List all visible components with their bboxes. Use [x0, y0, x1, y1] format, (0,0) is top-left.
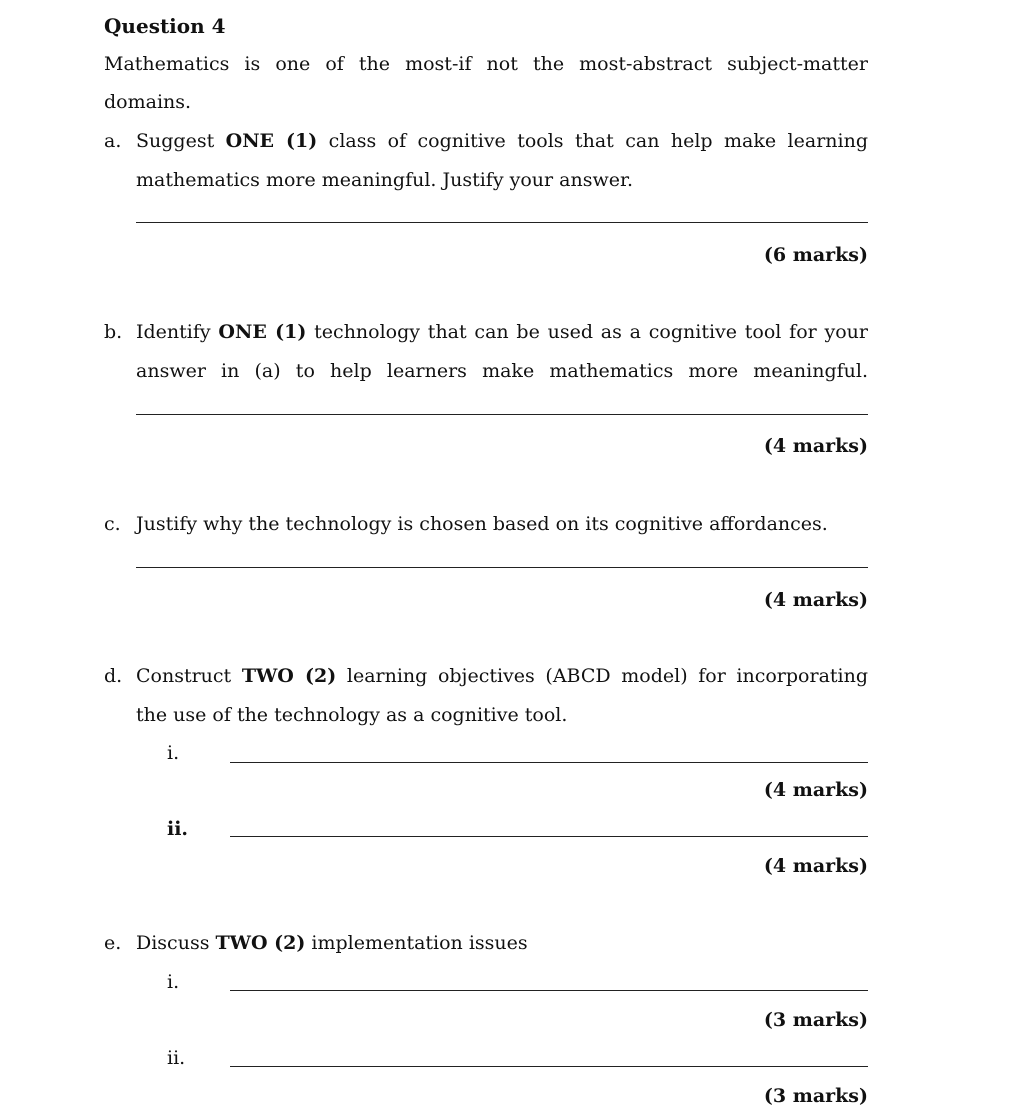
part-c-line-1: Justify why the technology is chosen based on its cognitive affordances. — [136, 513, 828, 535]
part-a-marks: (6 marks) — [763, 244, 868, 266]
part-d-item-i-marks: (4 marks) — [763, 779, 868, 801]
part-d-item-ii-marks: (4 marks) — [763, 855, 868, 877]
intro-line-1: Mathematics is one of the most-if not the most-abstract subject-matter — [104, 53, 868, 75]
part-e-item-i-label: i. — [167, 971, 180, 993]
part-b-line-2: answer in (a) to help learners make mathematics more meaningful. — [136, 360, 868, 382]
part-e-item-i-answer-line[interactable] — [230, 990, 868, 991]
part-a-line-2: mathematics more meaningful. Justify your answer. — [136, 169, 634, 191]
part-e-item-ii-answer-line[interactable] — [230, 1066, 868, 1067]
question-title: Question 4 — [104, 14, 226, 38]
part-e-item-i-marks: (3 marks) — [763, 1009, 868, 1031]
part-d-item-i-label: i. — [167, 742, 180, 764]
part-d-item-i-answer-line[interactable] — [230, 762, 868, 763]
part-e-item-ii-marks: (3 marks) — [763, 1085, 868, 1107]
part-a-label: a. — [104, 130, 122, 152]
part-e-label: e. — [104, 932, 122, 954]
part-a-answer-line[interactable] — [136, 222, 868, 223]
part-c-marks: (4 marks) — [763, 589, 868, 611]
part-b-answer-line[interactable] — [136, 414, 868, 415]
part-d-line-2: the use of the technology as a cognitive tool. — [136, 704, 568, 726]
part-a-line-1: Suggest ONE (1) class of cognitive tools that can help make learning — [136, 130, 868, 152]
part-d-item-ii-answer-line[interactable] — [230, 836, 868, 837]
part-b-marks: (4 marks) — [763, 435, 868, 457]
part-d-item-ii-label: ii. — [167, 818, 189, 840]
part-c-answer-line[interactable] — [136, 567, 868, 568]
part-d-label: d. — [104, 665, 123, 687]
intro-line-2: domains. — [104, 91, 192, 113]
part-e-item-ii-label: ii. — [167, 1047, 186, 1069]
part-b-label: b. — [104, 321, 123, 343]
part-c-label: c. — [104, 513, 121, 535]
part-b-line-1: Identify ONE (1) technology that can be used as a cognitive tool for your — [136, 321, 868, 343]
part-e-line-1: Discuss TWO (2) implementation issues — [136, 932, 528, 954]
part-d-line-1: Construct TWO (2) learning objectives (ABCD model) for incorporating — [136, 665, 869, 687]
